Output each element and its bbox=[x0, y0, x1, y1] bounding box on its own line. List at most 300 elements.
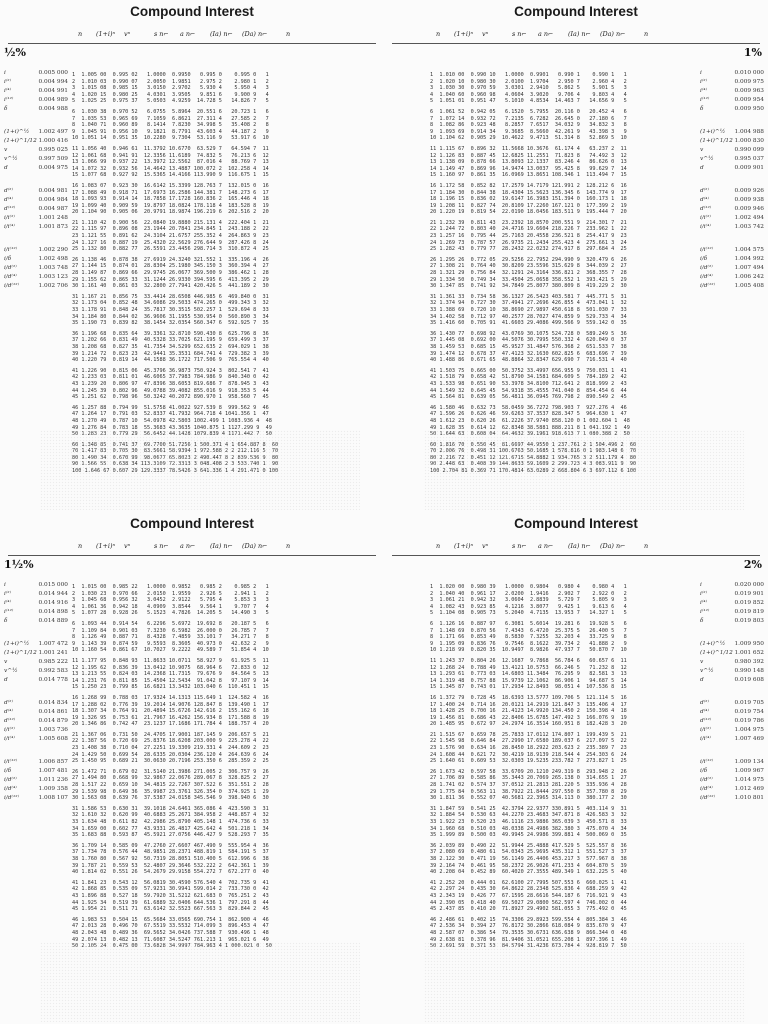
rate-function-row bbox=[700, 197, 764, 206]
rate-function-row bbox=[700, 736, 764, 745]
rate-function-value: 0.019 901 bbox=[734, 591, 764, 597]
table-row: 15 1.077 68 0.927 92 15.5365 14.4166 113.990 9 116.675 1 15 bbox=[72, 172, 269, 179]
table-row: 13 1.213 55 0.824 03 14.2368 11.7315 79.676 9 84.564 5 13 bbox=[72, 671, 269, 678]
rate-function-value: 0.014 778 bbox=[38, 677, 68, 683]
table-row: 9 1.093 69 0.914 34 9.3685 8.5660 42.261 9 43.398 3 9 bbox=[430, 128, 627, 135]
rate-function-row bbox=[700, 709, 764, 718]
rate-function-value: 1.000 830 bbox=[734, 138, 764, 144]
rate-function-symbol: i/d⁽⁴⁾ bbox=[4, 786, 17, 792]
rate-function-symbol: d bbox=[700, 677, 704, 683]
rate-function-row bbox=[700, 224, 764, 233]
table-row-group bbox=[72, 880, 272, 913]
rate-function-row bbox=[4, 736, 68, 745]
table-row: 7 1.072 14 0.932 72 7.2135 6.7282 26.645 0 27.180 6 7 bbox=[430, 115, 627, 122]
rate-function-row bbox=[700, 718, 764, 727]
rate-function-value: 1.000 416 bbox=[38, 138, 68, 144]
table-row: 15 1.250 23 0.799 85 16.6821 13.3432 103.040 6 110.451 1 15 bbox=[72, 684, 269, 691]
rate-function-value: 0.005 000 bbox=[38, 70, 68, 76]
table-row: 12 1.268 24 0.788 49 13.4121 10.5753 66.246 5 71.232 8 12 bbox=[430, 664, 627, 671]
table-row: 41 2.252 20 0.444 01 62.6100 27.7995 507.553 6 660.025 1 41 bbox=[430, 879, 627, 886]
column-header: n bbox=[644, 30, 649, 38]
table-row: 20 1.485 95 0.672 97 24.2974 16.3514 160.951 8 182.428 3 20 bbox=[430, 721, 627, 728]
rate-function-row bbox=[4, 677, 68, 686]
rate-function-value: 0.009 926 bbox=[734, 188, 764, 194]
rate-function-value: 1.007 472 bbox=[38, 641, 68, 647]
column-header: a n⌐ bbox=[538, 30, 554, 38]
table-row: 22 1.545 98 0.646 84 27.2990 17.6580 189.037 6 217.097 5 22 bbox=[430, 738, 627, 745]
table-row-group bbox=[72, 72, 278, 105]
rate-function-symbol: i/δ bbox=[4, 768, 12, 774]
header-rule bbox=[8, 555, 376, 556]
table-row: 24 1.127 16 0.887 19 25.4320 22.5629 276.644 9 287.426 8 24 bbox=[72, 239, 269, 246]
rate-function-row bbox=[4, 768, 68, 777]
table-row-group bbox=[430, 658, 627, 691]
table-row-group bbox=[72, 368, 278, 401]
rate-function-symbol: d⁽⁴⁾ bbox=[4, 197, 13, 203]
rate-function-symbol: v bbox=[700, 659, 704, 665]
table-row: 5 1.051 01 0.951 47 5.1010 4.8534 14.463 7 14.656 9 5 bbox=[430, 98, 627, 105]
table-row: 23 1.408 38 0.710 04 27.2251 19.3309 219.331 4 244.609 2 23 bbox=[72, 745, 269, 752]
table-row-group bbox=[72, 442, 278, 475]
table-row-group bbox=[72, 695, 272, 728]
rate-function-symbol: (1+i)^½ bbox=[4, 641, 30, 647]
rate-function-row bbox=[4, 582, 68, 591]
table-row: 50 1.283 23 0.779 29 56.6452 44.1428 1079.839 4 1171.442 7 50 bbox=[72, 431, 272, 438]
rate-function-symbol: i⁽¹²⁾ bbox=[4, 97, 14, 103]
column-header: (Da) n⌐ bbox=[600, 30, 626, 38]
table-row: 12 1.195 62 0.836 39 13.0412 10.9075 68.964 6 72.833 0 12 bbox=[72, 664, 269, 671]
table-row-group bbox=[72, 331, 278, 364]
table-row: 50 1.644 63 0.608 04 64.4632 39.1961 918.613 7 1 080.388 2 50 bbox=[430, 431, 630, 438]
table-row-group bbox=[430, 72, 636, 105]
column-headers bbox=[430, 30, 690, 42]
scan-texture bbox=[424, 942, 744, 1022]
table-row-group bbox=[430, 621, 627, 654]
rate-function-symbol: d⁽¹²⁾ bbox=[700, 206, 712, 212]
column-header: n bbox=[436, 542, 441, 550]
rate-function-row bbox=[4, 188, 68, 197]
rate-function-row bbox=[4, 215, 68, 224]
table-row: 31 1.167 21 0.856 75 33.4414 28.6508 446.985 6 469.840 0 31 bbox=[72, 293, 269, 300]
rate-function-symbol: i/d⁽¹²⁾ bbox=[700, 283, 716, 289]
table-row: 90 1.566 55 0.638 34 113.3109 72.3313 3 048.408 2 3 533.740 1 90 bbox=[72, 461, 279, 468]
rate-function-row bbox=[4, 197, 68, 206]
table-row: 1 1.005 00 0.995 02 1.0000 0.9950 0.995 0 0.995 0 1 bbox=[72, 72, 269, 78]
rate-function-symbol: i/d⁽⁴⁾ bbox=[4, 274, 17, 280]
table-row: 22 1.244 72 0.803 40 24.4716 19.6604 218.226 7 233.962 1 22 bbox=[430, 226, 627, 233]
table-row: 14 1.231 76 0.811 85 15.4504 12.5434 91.042 8 97.107 9 14 bbox=[72, 677, 269, 684]
rate-function-value: 1.008 107 bbox=[38, 795, 68, 801]
rate-function-symbol: i⁽²⁾ bbox=[4, 79, 12, 85]
rate-function-row bbox=[700, 777, 764, 786]
rate-function-symbol: i/i⁽⁴⁾ bbox=[4, 736, 15, 742]
rate-function-value: 0.019 754 bbox=[734, 709, 764, 715]
table-row-group bbox=[430, 843, 627, 876]
rate-function-row bbox=[4, 795, 68, 804]
rate-function-value: 1.011 236 bbox=[38, 777, 68, 783]
table-row: 18 1.307 34 0.764 91 20.4894 15.6726 142.616 2 155.162 6 18 bbox=[72, 708, 269, 715]
table-row: 16 1.083 07 0.923 30 16.6142 15.3399 128.763 7 132.015 0 16 bbox=[72, 182, 269, 189]
rate-function-symbol: i bbox=[4, 582, 6, 588]
rate-function-symbol: d⁽²⁾ bbox=[4, 700, 13, 706]
table-row: 29 1.539 98 0.649 36 35.9987 23.3761 326.354 0 374.925 1 29 bbox=[72, 788, 269, 795]
column-header: (1+i)ⁿ bbox=[96, 542, 116, 550]
table-row: 32 1.374 94 0.727 30 37.4941 27.2696 426.855 4 473.041 1 32 bbox=[430, 300, 627, 307]
rate-function-value: 1.006 857 bbox=[38, 759, 68, 765]
rate-function-row bbox=[4, 777, 68, 786]
page-title: Compound Interest bbox=[514, 4, 638, 19]
rate-function-value: 1.002 706 bbox=[38, 283, 68, 289]
table-row: 49 2.074 13 0.482 13 71.6087 34.5247 761.213 1 965.021 6 49 bbox=[72, 936, 269, 943]
table-row-group bbox=[72, 109, 278, 142]
table-row: 36 1.430 77 0.698 92 43.0769 30.1075 524.728 0 589.249 5 36 bbox=[430, 330, 627, 337]
column-header: s n⌐ bbox=[512, 542, 527, 550]
rate-function-value: 1.006 242 bbox=[734, 274, 764, 280]
table-row: 32 1.173 04 0.852 48 34.6086 29.5033 474.265 0 499.343 3 32 bbox=[72, 300, 269, 307]
rate-function-value: 1.003 748 bbox=[38, 265, 68, 271]
table-row: 3 1.061 21 0.942 32 3.0604 2.8839 5.729 7 5.805 9 3 bbox=[430, 597, 627, 604]
table-row: 5 1.025 25 0.975 37 5.0503 4.9259 14.728 5 14.826 7 5 bbox=[72, 98, 269, 105]
rate-function-symbol: i/d⁽¹²⁾ bbox=[4, 283, 20, 289]
table-row: 21 1.232 39 0.811 43 23.2392 18.8570 200.551 9 214.301 7 21 bbox=[430, 219, 627, 226]
rate-function-value: 0.014 834 bbox=[38, 700, 68, 706]
rate-function-row bbox=[4, 79, 68, 88]
rate-function-row bbox=[4, 138, 68, 147]
compound-interest-table bbox=[72, 584, 272, 954]
page-title: Compound Interest bbox=[130, 516, 254, 531]
table-row: 33 1.634 48 0.611 82 42.2986 25.8790 405.148 1 474.736 6 33 bbox=[72, 819, 269, 825]
table-row: 38 2.122 30 0.471 19 56.1149 26.4406 453.217 3 577.967 8 38 bbox=[430, 855, 627, 862]
rate-function-value: 0.004 988 bbox=[38, 106, 68, 112]
table-row-group bbox=[430, 405, 636, 438]
scan-texture bbox=[40, 942, 360, 1022]
rate-function-row bbox=[700, 188, 764, 197]
rate-function-symbol: (1+i)^1/12 bbox=[700, 138, 733, 144]
table-row: 29 1.334 50 0.749 34 33.4504 25.0658 358.552 1 393.421 5 29 bbox=[430, 276, 627, 283]
rate-function-value: 0.004 981 bbox=[38, 188, 68, 194]
table-row-group bbox=[430, 584, 627, 617]
rate-function-row bbox=[700, 582, 764, 591]
rate-function-symbol: i⁽⁴⁾ bbox=[4, 88, 12, 94]
rate-function-row bbox=[700, 256, 764, 265]
table-row: 19 1.099 40 0.909 59 19.8797 18.0824 178.118 4 183.528 8 19 bbox=[72, 202, 269, 209]
header-rule bbox=[8, 43, 376, 44]
table-row: 43 1.896 88 0.527 18 59.7920 31.5212 621.683 0 765.251 2 43 bbox=[72, 892, 269, 899]
rate-function-symbol: i/i⁽⁴⁾ bbox=[4, 224, 15, 230]
table-row: 8 1.126 49 0.887 71 8.4328 7.4859 33.101 7 34.271 7 8 bbox=[72, 634, 269, 641]
rate-function-symbol: v bbox=[4, 659, 8, 665]
table-row: 37 2.080 69 0.480 61 54.0343 25.9695 435.312 1 551.527 3 37 bbox=[430, 849, 627, 856]
table-row: 42 1.518 79 0.658 42 51.8790 34.1581 684.609 5 784.189 2 42 bbox=[430, 374, 627, 381]
rate-function-value: 0.990 148 bbox=[734, 668, 764, 674]
table-row: 4 1.040 60 0.960 98 4.0604 3.9020 9.706 4 9.803 4 4 bbox=[430, 91, 627, 98]
rate-function-symbol: d⁽⁴⁾ bbox=[700, 709, 709, 715]
table-row-group bbox=[430, 917, 627, 950]
table-row-group bbox=[430, 220, 636, 253]
table-row: 80 2.216 72 0.451 12 121.6715 54.8882 1 934.765 3 2 511.179 4 80 bbox=[430, 454, 637, 461]
rate-function-row bbox=[700, 677, 764, 686]
table-row: 13 1.138 09 0.878 66 13.8093 12.1337 83.246 4 86.626 0 13 bbox=[430, 159, 627, 166]
compound-interest-table bbox=[430, 72, 636, 479]
rate-function-row bbox=[4, 609, 68, 618]
rate-function-row bbox=[4, 106, 68, 115]
table-row: 10 1.104 62 0.905 29 10.4622 9.4713 51.314 8 52.869 5 10 bbox=[430, 135, 627, 142]
table-row: 34 1.184 80 0.844 02 36.9606 31.1955 530.954 0 560.890 3 34 bbox=[72, 313, 269, 320]
table-row: 4 1.020 15 0.980 25 4.0301 3.9505 9.851 6 9.900 9 4 bbox=[72, 91, 269, 98]
table-row: 26 1.138 46 0.878 38 27.6919 24.3240 321.552 1 335.196 4 26 bbox=[72, 256, 269, 263]
rate-function-value: 1.001 248 bbox=[38, 215, 68, 221]
table-row: 44 1.549 32 0.645 45 54.9318 35.4555 741.040 8 854.454 6 44 bbox=[430, 387, 627, 394]
rate-function-row bbox=[4, 718, 68, 727]
rate-function-value: 1.002 497 bbox=[38, 129, 68, 135]
rate-function-value: 1.010 801 bbox=[734, 795, 764, 801]
table-row: 24 1.608 44 0.621 72 30.4219 18.9139 218.544 4 254.303 6 24 bbox=[430, 751, 627, 758]
rate-function-value: 1.001 241 bbox=[38, 650, 68, 656]
rate-function-row bbox=[700, 727, 764, 736]
column-header: (Ia) n⌐ bbox=[210, 30, 233, 38]
rate-function-row bbox=[700, 247, 764, 256]
column-header: (1+i)ⁿ bbox=[454, 30, 474, 38]
rate-function-symbol: i⁽⁴⁾ bbox=[700, 600, 708, 606]
column-header: n bbox=[286, 542, 291, 550]
rate-function-symbol: (1+i)^1/12 bbox=[4, 138, 37, 144]
rate-function-value: 0.009 950 bbox=[734, 106, 764, 112]
rate-function-value: 1.005 608 bbox=[38, 736, 68, 742]
column-header: vⁿ bbox=[124, 542, 131, 550]
rate-function-value: 1.004 988 bbox=[734, 129, 764, 135]
table-row: 16 1.268 99 0.788 03 17.9324 14.1313 115.649 1 124.582 4 16 bbox=[72, 694, 269, 701]
rate-function-symbol: i/i⁽¹²⁾ bbox=[700, 759, 714, 765]
table-row: 50 2.691 59 0.371 53 84.5794 31.4236 673.784 4 928.819 7 50 bbox=[430, 943, 627, 950]
rate-function-row bbox=[700, 600, 764, 609]
rate-function-row bbox=[4, 274, 68, 283]
table-row: 6 1.030 38 0.970 52 6.0755 5.8964 20.551 6 20.723 1 6 bbox=[72, 108, 269, 115]
table-row: 11 1.056 40 0.946 61 11.3792 10.6770 63.529 7 64.594 7 11 bbox=[72, 145, 269, 152]
rate-function-symbol: δ bbox=[4, 106, 8, 112]
table-row: 30 1.563 08 0.639 76 37.5387 24.0158 345.546 9 398.940 6 30 bbox=[72, 795, 269, 802]
column-header: a n⌐ bbox=[180, 542, 196, 550]
table-row: 16 1.172 58 0.852 82 17.2579 14.7179 121.991 2 128.212 6 16 bbox=[430, 182, 627, 189]
rate-function-value: 0.009 963 bbox=[734, 88, 764, 94]
table-row: 36 2.039 89 0.490 22 51.9944 25.4888 417.529 5 525.557 8 36 bbox=[430, 842, 627, 849]
rate-function-value: 0.997 509 bbox=[38, 156, 68, 162]
rate-function-value: 0.985 222 bbox=[38, 659, 68, 665]
rate-function-row bbox=[4, 70, 68, 79]
table-row: 3 1.030 30 0.970 59 3.0301 2.9410 5.862 5 5.901 5 3 bbox=[430, 85, 627, 92]
table-row-group bbox=[72, 146, 278, 179]
table-row: 27 1.494 80 0.668 99 32.9867 22.0676 289.067 8 328.825 2 27 bbox=[72, 775, 269, 782]
table-row: 2 1.010 03 0.990 07 2.0050 1.9851 2.975 2 2.980 1 2 bbox=[72, 78, 269, 85]
table-row: 26 1.472 71 0.679 02 31.5140 21.3986 271.005 2 306.757 9 26 bbox=[72, 768, 269, 775]
rate-function-value: 1.002 494 bbox=[734, 215, 764, 221]
rate-function-value: 0.009 901 bbox=[734, 165, 764, 171]
table-row: 27 1.308 21 0.764 40 30.8209 23.5596 315.629 8 344.039 2 27 bbox=[430, 263, 627, 270]
rate-function-value: 0.004 975 bbox=[38, 165, 68, 171]
column-header: (Da) n⌐ bbox=[600, 542, 626, 550]
column-header: n bbox=[78, 542, 83, 550]
table-row: 23 1.121 55 0.891 62 24.3104 21.6757 255.352 4 264.863 9 23 bbox=[72, 233, 269, 240]
rate-function-row bbox=[700, 768, 764, 777]
rate-function-row bbox=[700, 641, 764, 650]
table-row: 28 1.517 22 0.659 10 34.4815 22.7267 307.522 6 351.551 2 28 bbox=[72, 782, 269, 789]
rate-function-value: 1.003 736 bbox=[38, 727, 68, 733]
table-row-group bbox=[430, 769, 627, 802]
table-row: 31 1.586 53 0.630 31 39.1018 24.6461 365.086 4 423.590 3 31 bbox=[72, 805, 269, 812]
table-row: 14 1.072 32 0.932 56 14.4642 13.4887 100.072 2 102.258 4 14 bbox=[72, 165, 269, 172]
table-row: 41 1.841 23 0.543 12 56.0819 30.4590 576.540 4 702.735 9 41 bbox=[72, 879, 269, 886]
rate-function-symbol: (1+i)^½ bbox=[700, 641, 726, 647]
rate-function-value: 0.004 987 bbox=[38, 206, 68, 212]
rate-function-row bbox=[700, 650, 764, 659]
rate-function-value: 0.980 392 bbox=[734, 659, 764, 665]
rate-function-symbol: v^½ bbox=[700, 668, 714, 674]
table-page-one-half-percent bbox=[0, 512, 384, 1024]
table-row: 27 1.144 15 0.874 01 28.8304 25.1980 345.150 3 360.394 4 27 bbox=[72, 263, 269, 270]
table-page-half-percent bbox=[0, 0, 384, 512]
table-page-one-percent bbox=[384, 0, 768, 512]
table-row-group bbox=[72, 584, 272, 617]
table-row: 80 1.490 34 0.670 99 98.0677 65.8023 2 490.447 8 2 839.536 9 80 bbox=[72, 454, 279, 461]
column-header: s n⌐ bbox=[512, 30, 527, 38]
compound-interest-table bbox=[430, 584, 627, 954]
table-row: 24 1.269 73 0.787 57 26.9735 21.2434 255.423 4 275.661 3 24 bbox=[430, 239, 627, 246]
table-row: 8 1.171 66 0.853 49 8.5830 7.3255 32.203 4 33.725 9 8 bbox=[430, 634, 627, 641]
table-row: 41 1.503 75 0.665 00 50.3752 33.4997 656.955 9 750.031 1 41 bbox=[430, 367, 627, 374]
rate-function-value: 1.009 358 bbox=[38, 786, 68, 792]
table-row-group bbox=[72, 917, 272, 950]
rate-function-value: 0.020 000 bbox=[734, 582, 764, 588]
table-row: 26 1.673 42 0.597 58 33.6709 20.1210 249.319 8 293.948 2 26 bbox=[430, 768, 627, 775]
table-row: 39 1.474 12 0.678 37 47.4123 32.1630 602.825 6 683.696 7 39 bbox=[430, 350, 627, 357]
rate-function-symbol: v bbox=[4, 147, 8, 153]
rate-function-symbol: i/d⁽¹²⁾ bbox=[4, 795, 20, 801]
table-row-group bbox=[430, 442, 636, 475]
table-row: 20 1.346 86 0.742 47 23.1237 17.1686 171.784 4 188.757 4 20 bbox=[72, 721, 269, 728]
table-row: 20 1.104 90 0.905 06 20.9791 18.9874 196.219 6 202.516 2 20 bbox=[72, 209, 269, 216]
column-header: (Ia) n⌐ bbox=[210, 542, 233, 550]
column-header: (Da) n⌐ bbox=[242, 542, 268, 550]
table-row: 48 1.612 23 0.620 26 61.2226 37.9740 858.120 0 1 002.604 1 48 bbox=[430, 417, 630, 424]
table-row-group bbox=[72, 732, 272, 765]
column-header: n bbox=[644, 542, 649, 550]
table-row: 8 1.040 71 0.960 89 8.1414 7.8230 34.998 5 35.408 2 8 bbox=[72, 122, 269, 129]
table-row: 40 1.488 86 0.671 65 48.8864 32.8347 629.690 7 716.531 4 40 bbox=[430, 357, 627, 364]
rate-function-row bbox=[4, 97, 68, 106]
rate-function-symbol: d⁽¹²⁾ bbox=[4, 718, 16, 724]
table-row: 5 1.104 08 0.905 73 5.2040 4.7135 13.953 7 14.327 1 5 bbox=[430, 610, 627, 617]
table-row: 13 1.066 99 0.937 22 13.3972 12.5562 87.016 4 88.769 7 13 bbox=[72, 159, 269, 166]
rate-function-row bbox=[700, 165, 764, 174]
rate-function-row bbox=[4, 129, 68, 138]
table-row: 33 1.388 69 0.720 10 38.8690 27.9897 450.618 8 501.030 7 33 bbox=[430, 307, 627, 313]
table-row: 44 2.390 05 0.418 40 69.5027 29.0800 562.597 4 746.002 0 44 bbox=[430, 899, 627, 906]
table-row: 38 1.208 68 0.827 35 41.7354 34.5299 652.635 2 694.029 1 38 bbox=[72, 343, 269, 350]
rate-function-value: 0.004 994 bbox=[38, 79, 68, 85]
rate-function-symbol: d bbox=[700, 165, 704, 171]
table-row: 25 1.450 95 0.689 21 30.0630 20.7196 253.350 6 285.359 2 25 bbox=[72, 758, 269, 765]
rate-function-value: 1.001 873 bbox=[38, 224, 68, 230]
column-header: (1+i)ⁿ bbox=[454, 542, 474, 550]
rate-function-row bbox=[4, 165, 68, 174]
table-row-group bbox=[430, 146, 636, 179]
table-row: 6 1.061 52 0.942 05 6.1520 5.7955 20.116 0 20.452 4 6 bbox=[430, 108, 627, 115]
rate-function-row bbox=[4, 283, 68, 292]
rate-function-row bbox=[700, 700, 764, 709]
rate-function-row bbox=[4, 206, 68, 215]
rate-function-symbol: i/i⁽¹²⁾ bbox=[700, 247, 714, 253]
table-row: 12 1.126 83 0.887 45 12.6825 11.2551 71.823 8 74.492 3 12 bbox=[430, 152, 627, 159]
table-row: 15 1.160 97 0.861 35 16.0969 13.8651 108.346 1 113.494 7 15 bbox=[430, 172, 627, 179]
rate-function-symbol: (1+i)^½ bbox=[700, 129, 726, 135]
table-row: 90 2.448 63 0.408 39 144.8633 59.1609 2 299.723 4 3 083.911 9 90 bbox=[430, 461, 637, 468]
table-row: 10 1.160 54 0.861 67 10.7027 9.2222 49.589 7 51.854 4 10 bbox=[72, 647, 269, 654]
rate-function-symbol: i/d⁽²⁾ bbox=[700, 777, 713, 783]
rate-function-value: 0.014 916 bbox=[38, 600, 68, 606]
table-row: 21 1.515 67 0.659 78 25.7833 17.0112 174.807 1 199.439 5 21 bbox=[430, 731, 627, 738]
rate-function-symbol: d⁽²⁾ bbox=[700, 700, 709, 706]
table-row: 44 1.925 34 0.519 39 61.6889 32.0406 644.536 1 797.291 8 44 bbox=[72, 899, 269, 906]
header-rule bbox=[392, 555, 760, 556]
interest-rate-label: 1% bbox=[743, 46, 762, 59]
table-row: 4 1.082 43 0.923 85 4.1216 3.8077 9.425 1 9.613 6 4 bbox=[430, 603, 627, 610]
rate-function-symbol: i/i⁽⁴⁾ bbox=[700, 224, 711, 230]
page-title: Compound Interest bbox=[514, 516, 638, 531]
rate-function-symbol: i⁽¹²⁾ bbox=[700, 97, 710, 103]
table-row: 35 1.999 89 0.500 03 49.9945 24.9986 399.881 4 500.069 0 35 bbox=[430, 832, 627, 839]
table-row: 34 1.402 58 0.712 97 40.2577 28.7027 474.859 9 529.733 4 34 bbox=[430, 313, 627, 320]
table-row: 11 1.115 67 0.896 32 11.5668 10.3676 61.174 4 63.237 2 11 bbox=[430, 145, 627, 152]
rate-function-value: 0.995 037 bbox=[734, 156, 764, 162]
rate-function-value: 0.995 025 bbox=[38, 147, 68, 153]
table-row: 1 1.020 00 0.980 39 1.0000 0.9804 0.980 4 0.980 4 1 bbox=[430, 584, 627, 590]
table-row: 43 1.239 20 0.806 97 47.8396 38.6053 819.686 7 878.945 3 43 bbox=[72, 380, 269, 387]
rate-function-symbol: i/d⁽¹²⁾ bbox=[700, 795, 716, 801]
table-row: 46 2.486 61 0.402 15 74.3306 29.8923 599.554 4 805.384 3 46 bbox=[430, 916, 627, 923]
rate-function-value: 1.005 408 bbox=[734, 283, 764, 289]
rate-function-row bbox=[700, 609, 764, 618]
table-row: 46 1.580 46 0.632 73 58.0459 36.7272 798.903 7 927.276 4 46 bbox=[430, 404, 627, 411]
column-header: (1+i)ⁿ bbox=[96, 30, 116, 38]
rate-function-value: 1.003 742 bbox=[734, 224, 764, 230]
rate-function-row bbox=[700, 668, 764, 677]
column-headers bbox=[430, 542, 690, 554]
table-row: 31 1.847 59 0.541 25 42.3794 22.9377 330.891 5 403.114 9 31 bbox=[430, 805, 627, 812]
rate-function-value: 1.002 290 bbox=[38, 247, 68, 253]
rate-function-symbol: i/d⁽⁴⁾ bbox=[700, 786, 713, 792]
rate-function-row bbox=[4, 759, 68, 768]
table-row: 41 1.226 90 0.815 06 45.3796 36.9873 750.924 3 802.541 7 41 bbox=[72, 367, 269, 374]
column-header: n bbox=[436, 30, 441, 38]
table-row: 26 1.295 26 0.772 05 29.5256 22.7952 294.990 9 320.479 6 26 bbox=[430, 256, 627, 263]
table-row: 13 1.293 61 0.773 03 14.6803 11.3484 76.295 9 82.581 3 13 bbox=[430, 671, 627, 678]
rate-function-symbol: i⁽⁴⁾ bbox=[4, 600, 12, 606]
rate-function-symbol: i bbox=[700, 70, 702, 76]
rate-function-symbol: i⁽²⁾ bbox=[700, 79, 708, 85]
rate-function-symbol: d⁽⁴⁾ bbox=[4, 709, 13, 715]
table-row-group bbox=[430, 806, 627, 839]
table-row-group bbox=[430, 368, 636, 401]
table-row: 22 1.115 97 0.896 08 23.1944 20.7841 234.845 1 243.188 2 22 bbox=[72, 226, 269, 233]
table-row-group bbox=[72, 405, 278, 438]
rate-function-row bbox=[700, 138, 764, 147]
rate-function-symbol: i⁽¹²⁾ bbox=[700, 609, 710, 615]
table-row: 28 1.149 87 0.869 66 29.9745 26.0677 369.500 9 386.462 1 28 bbox=[72, 270, 269, 277]
table-row: 34 1.960 68 0.510 03 48.0338 24.4986 382.380 3 475.070 4 34 bbox=[430, 825, 627, 832]
rate-function-value: 1.001 652 bbox=[734, 650, 764, 656]
header-rule bbox=[392, 43, 760, 44]
rate-function-symbol: i/δ bbox=[700, 256, 708, 262]
table-row: 36 1.196 68 0.835 64 39.3361 32.8710 590.430 8 625.796 8 36 bbox=[72, 330, 269, 337]
